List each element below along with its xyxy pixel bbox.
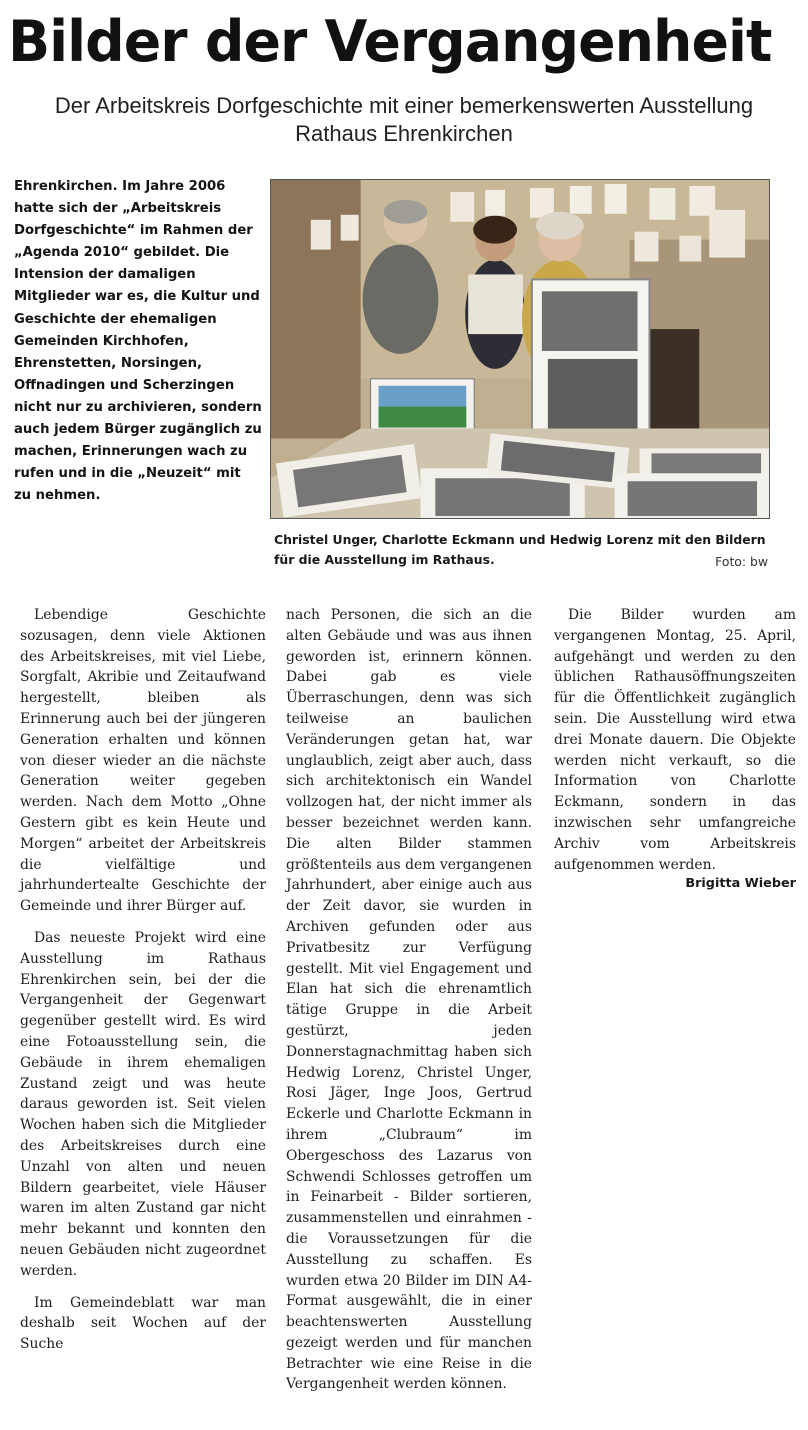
column-3 [554, 605, 796, 875]
column-2 [286, 605, 532, 1395]
headline: Bilder der Vergangenheit [8, 9, 772, 75]
subheadline [20, 92, 788, 148]
lead-text: Ehrenkirchen. Im Jahre 2006 hatte sich der „Arbeitskreis Dorfgeschichte“ im Rahmen der „Agenda 2010“ gebildet. Die Intension der damaligen Mitglieder war es, die Kultur und Geschichte der ehemaligen Gemeinden Kirchhofen, Ehrenstetten, Norsingen, Offnadingen und Scherzingen nicht nur zu archivieren, sondern auch jedem Bürger zugänglich zu machen, Erinnerungen wach zu rufen und in die „Neuzeit“ mit zu nehmen. [14, 179, 262, 504]
paragraph: Im Gemeindeblatt war man deshalb seit Wochen auf der Suche [20, 1294, 266, 1353]
subheadline-line-1: Der Arbeitskreis Dorfgeschichte mit einer bemerkenswerten Ausstellung [54, 93, 754, 118]
author-byline: Brigitta Wieber [685, 876, 796, 891]
photo-illustration [271, 180, 769, 518]
photo-caption: Christel Unger, Charlotte Eckmann und Hedwig Lorenz mit den Bildern für die Ausstellung im Rathaus. [274, 532, 766, 567]
paragraph: Das neueste Projekt wird eine Ausstellung im Rathaus Ehrenkirchen sein, bei der die Vergangenheit der Gegenwart gegenüber gestellt wird. Es wird eine Fotoausstellung sein, die Gebäude in ihrem ehemaligen Zustand zeigt und was heute daraus geworden ist. Seit vielen Wochen haben sich die Mitglieder des Arbeitskreises durch eine Unzahl von alten und neuen Bildern gearbeitet, viele Häuser waren im alten Zustand gar nicht mehr bekannt und konnten den neuen Gebäuden nicht zugeordnet werden. [20, 929, 266, 1279]
paragraph: Die Bilder wurden am vergangenen Montag, 25. April, aufgehängt und werden zu den üblichen Rathausöffnungszeiten für die Öffentlichkeit zugänglich sein. Die Ausstellung wird etwa drei Monate dauern. Die Objekte werden nicht verkauft, so die Information von Charlotte Eckmann, sondern in das inzwischen sehr umfangreiche Archiv vom Arbeitskreis aufgenommen werden. [554, 607, 796, 873]
article-photo [270, 179, 770, 519]
paragraph: nach Personen, die sich an die alten Gebäude und was aus ihnen geworden ist, erinnern können. Dabei gab es viele Überraschungen, denn was sich teilweise an baulichen Veränderungen getan hat, war unglaublich, zeigt aber auch, dass sich architektonisch ein Wandel vollzogen hat, der nicht immer als besser bezeichnet werden kann. Die alten Bilder stammen größtenteils aus dem vergangenen Jahrhundert, aber einige auch aus der Zeit davor, sie wurden in Archiven gefunden oder aus Privatbesitz zur Verfügung gestellt. Mit viel Engagement und Elan hat sich die ehrenamtlich tätige Gruppe in die Arbeit gestürzt, jeden Donnerstagnachmittag haben sich Hedwig Lorenz, Christel Unger, Rosi Jäger, Inge Joos, Gertrud Eckerle und Charlotte Eckmann in ihrem „Clubraum“ im Obergeschoss des Lazarus von Schwendi Schlosses getroffen um in Feinarbeit - Bilder sortieren, zusammenstellen und einrahmen - die Voraussetzungen für die Ausstellung zu schaffen. Es wurden etwa 20 Bilder im DIN A4-Format ausgewählt, die in einer beachtenswerten Ausstellung gezeigt werden und für manchen Betrachter wie eine Reise in die Vergangenheit werden können. [286, 607, 532, 1393]
column-1 [20, 605, 266, 1355]
paragraph: Lebendige Geschichte sozusagen, denn viele Aktionen des Arbeitskreises, mit viel Liebe, Sorgfalt, Akribie und Zeitaufwand hergestellt, bleiben als Erinnerung auch bei der jüngeren Generation erhalten und können von dieser wieder an die nächste Generation weiter gegeben werden. Nach dem Motto „Ohne Gestern gibt es kein Heute und Morgen“ arbeitet der Arbeitskreis die vielfältige und jahrhundertealte Geschichte der Gemeinde und ihrer Bürger auf. [20, 607, 266, 915]
lead-paragraph [14, 176, 262, 507]
photo-credit: Foto: bw [715, 554, 768, 569]
subheadline-line-2: Rathaus Ehrenkirchen [295, 121, 513, 146]
